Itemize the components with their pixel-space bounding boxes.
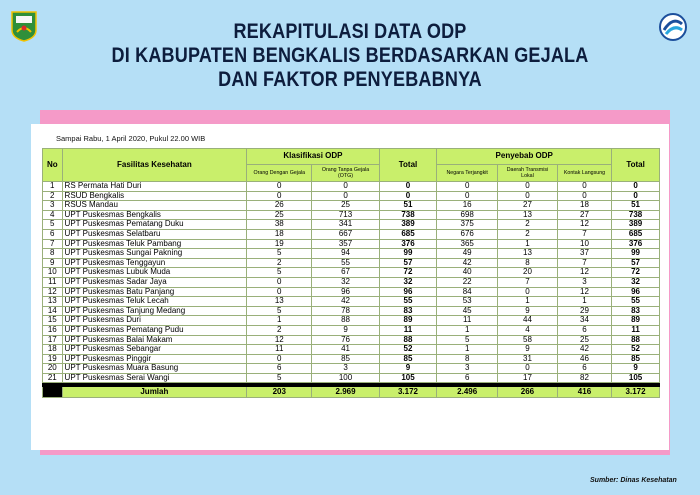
row-negara: 1 (437, 325, 498, 335)
row-total: 11 (379, 325, 437, 335)
table-row (43, 268, 660, 278)
row-otg: 41 (312, 345, 379, 355)
row-kontak: 1 (557, 297, 611, 307)
row-daerah: 0 (498, 364, 558, 374)
page-title (49, 20, 651, 92)
table-row (43, 249, 660, 259)
row-facility: RSUD Bengkalis (62, 191, 247, 201)
table-row (43, 191, 660, 201)
row-facility: UPT Puskesmas Sadar Jaya (62, 277, 247, 287)
row-total: 99 (379, 249, 437, 259)
row-negara: 49 (437, 249, 498, 259)
row-daerah: 8 (498, 258, 558, 268)
table-row (43, 325, 660, 335)
row-kontak: 12 (557, 268, 611, 278)
row-otg: 67 (312, 268, 379, 278)
row-no: 21 (43, 373, 63, 383)
row-daerah: 31 (498, 354, 558, 364)
row-otg: 3 (312, 364, 379, 374)
title-line-1: REKAPITULASI DATA ODP (233, 20, 467, 43)
row-otg: 94 (312, 249, 379, 259)
row-daerah: 0 (498, 182, 558, 192)
row-odg: 19 (247, 239, 312, 249)
row-daerah: 13 (498, 249, 558, 259)
row-kontak: 82 (557, 373, 611, 383)
row-otg: 96 (312, 287, 379, 297)
header-kontak-langsung: Kontak Langsung (557, 165, 611, 182)
row-total-2: 11 (612, 325, 660, 335)
row-total-2: 99 (612, 249, 660, 259)
row-otg: 357 (312, 239, 379, 249)
row-odg: 2 (247, 325, 312, 335)
header-no: No (43, 149, 63, 182)
row-otg: 667 (312, 229, 379, 239)
row-total: 738 (379, 210, 437, 220)
row-daerah: 9 (498, 306, 558, 316)
row-no: 17 (43, 335, 63, 345)
table-row (43, 345, 660, 355)
row-total: 389 (379, 220, 437, 230)
header-negara-terjangkit: Negara Terjangkit (437, 165, 498, 182)
title-line-3: DAN FAKTOR PENYEBABNYA (218, 68, 482, 91)
row-total: 376 (379, 239, 437, 249)
table-row (43, 373, 660, 383)
row-total: 52 (379, 345, 437, 355)
row-negara: 11 (437, 316, 498, 326)
row-total-2: 55 (612, 297, 660, 307)
row-odg: 0 (247, 277, 312, 287)
row-no: 2 (43, 191, 63, 201)
row-total-2: 52 (612, 345, 660, 355)
row-facility: UPT Puskesmas Sungai Pakning (62, 249, 247, 259)
table-row (43, 316, 660, 326)
row-kontak: 7 (557, 229, 611, 239)
row-daerah: 2 (498, 229, 558, 239)
row-negara: 8 (437, 354, 498, 364)
row-kontak: 12 (557, 287, 611, 297)
table-row (43, 287, 660, 297)
row-otg: 100 (312, 373, 379, 383)
row-kontak: 37 (557, 249, 611, 259)
row-odg: 0 (247, 191, 312, 201)
row-odg: 6 (247, 364, 312, 374)
row-facility: UPT Puskesmas Lubuk Muda (62, 268, 247, 278)
row-total-2: 89 (612, 316, 660, 326)
row-total-2: 96 (612, 287, 660, 297)
row-total-2: 51 (612, 201, 660, 211)
header-klasifikasi: Klasifikasi ODP (247, 149, 380, 165)
row-kontak: 25 (557, 335, 611, 345)
row-facility: UPT Puskesmas Pematang Duku (62, 220, 247, 230)
row-daerah: 1 (498, 297, 558, 307)
row-odg: 26 (247, 201, 312, 211)
kominfo-logo-icon (658, 12, 688, 42)
row-facility: UPT Puskesmas Tanjung Medang (62, 306, 247, 316)
table-row (43, 297, 660, 307)
row-negara: 84 (437, 287, 498, 297)
row-total-2: 88 (612, 335, 660, 345)
row-daerah: 4 (498, 325, 558, 335)
report-timestamp: Sampai Rabu, 1 April 2020, Pukul 22.00 WIB (56, 134, 206, 143)
table-body (43, 182, 660, 383)
row-facility: UPT Puskesmas Selatbaru (62, 229, 247, 239)
row-kontak: 34 (557, 316, 611, 326)
row-total-2: 9 (612, 364, 660, 374)
row-negara: 6 (437, 373, 498, 383)
table-row (43, 201, 660, 211)
row-daerah: 17 (498, 373, 558, 383)
row-total-2: 0 (612, 191, 660, 201)
row-total: 89 (379, 316, 437, 326)
totals-odg: 203 (247, 387, 312, 398)
row-no: 1 (43, 182, 63, 192)
row-facility: UPT Puskesmas Muara Basung (62, 364, 247, 374)
row-facility: UPT Puskesmas Tenggayun (62, 258, 247, 268)
row-no: 19 (43, 354, 63, 364)
row-kontak: 46 (557, 354, 611, 364)
row-total-2: 72 (612, 268, 660, 278)
row-negara: 1 (437, 345, 498, 355)
row-no: 4 (43, 210, 63, 220)
row-no: 9 (43, 258, 63, 268)
row-no: 3 (43, 201, 63, 211)
row-daerah: 7 (498, 277, 558, 287)
row-no: 5 (43, 220, 63, 230)
row-facility: RSUS Mandau (62, 201, 247, 211)
row-total: 685 (379, 229, 437, 239)
row-total: 51 (379, 201, 437, 211)
row-kontak: 3 (557, 277, 611, 287)
table-row (43, 182, 660, 192)
row-no: 15 (43, 316, 63, 326)
table-row (43, 335, 660, 345)
row-no: 13 (43, 297, 63, 307)
row-odg: 5 (247, 249, 312, 259)
row-otg: 42 (312, 297, 379, 307)
totals-total: 3.172 (379, 387, 437, 398)
table-row (43, 306, 660, 316)
row-kontak: 0 (557, 182, 611, 192)
row-facility: UPT Puskesmas Serai Wangi (62, 373, 247, 383)
row-total: 72 (379, 268, 437, 278)
row-total: 57 (379, 258, 437, 268)
row-no: 14 (43, 306, 63, 316)
odp-table (42, 148, 660, 398)
row-kontak: 0 (557, 191, 611, 201)
row-no: 7 (43, 239, 63, 249)
row-odg: 2 (247, 258, 312, 268)
row-odg: 0 (247, 354, 312, 364)
row-kontak: 7 (557, 258, 611, 268)
totals-negara: 2.496 (437, 387, 498, 398)
row-daerah: 9 (498, 345, 558, 355)
row-total: 0 (379, 182, 437, 192)
table-row (43, 364, 660, 374)
row-odg: 5 (247, 268, 312, 278)
row-kontak: 6 (557, 364, 611, 374)
row-kontak: 6 (557, 325, 611, 335)
source-note: Sumber: Dinas Kesehatan (590, 477, 677, 484)
row-negara: 42 (437, 258, 498, 268)
row-total: 88 (379, 335, 437, 345)
row-otg: 713 (312, 210, 379, 220)
header-total-2: Total (612, 149, 660, 182)
row-total: 55 (379, 297, 437, 307)
header-orang-tanpa-gejala: Orang Tanpa Gejala (OTG) (312, 165, 379, 182)
header-facility: Fasilitas Kesehatan (62, 149, 247, 182)
row-odg: 5 (247, 373, 312, 383)
row-daerah: 13 (498, 210, 558, 220)
row-odg: 12 (247, 335, 312, 345)
row-kontak: 42 (557, 345, 611, 355)
row-negara: 45 (437, 306, 498, 316)
row-facility: UPT Puskesmas Batu Panjang (62, 287, 247, 297)
row-total-2: 389 (612, 220, 660, 230)
row-no: 10 (43, 268, 63, 278)
table-row (43, 354, 660, 364)
table-row (43, 210, 660, 220)
row-odg: 18 (247, 229, 312, 239)
row-negara: 0 (437, 182, 498, 192)
row-kontak: 29 (557, 306, 611, 316)
row-facility: UPT Puskesmas Pinggir (62, 354, 247, 364)
row-facility: UPT Puskesmas Bengkalis (62, 210, 247, 220)
row-daerah: 44 (498, 316, 558, 326)
header-total: Total (379, 149, 437, 182)
header-daerah-transmisi: Daerah Transmisi Lokal (498, 165, 558, 182)
row-facility: UPT Puskesmas Sebangar (62, 345, 247, 355)
row-total: 105 (379, 373, 437, 383)
row-no: 18 (43, 345, 63, 355)
row-total: 32 (379, 277, 437, 287)
row-otg: 32 (312, 277, 379, 287)
row-negara: 365 (437, 239, 498, 249)
row-odg: 0 (247, 182, 312, 192)
row-odg: 11 (247, 345, 312, 355)
row-negara: 698 (437, 210, 498, 220)
row-no: 8 (43, 249, 63, 259)
row-kontak: 10 (557, 239, 611, 249)
row-otg: 76 (312, 335, 379, 345)
row-total: 0 (379, 191, 437, 201)
row-daerah: 1 (498, 239, 558, 249)
row-no: 16 (43, 325, 63, 335)
row-facility: UPT Puskesmas Duri (62, 316, 247, 326)
totals-daerah: 266 (498, 387, 558, 398)
row-daerah: 58 (498, 335, 558, 345)
regency-emblem-icon (10, 10, 38, 42)
totals-total-2: 3.172 (612, 387, 660, 398)
row-negara: 53 (437, 297, 498, 307)
row-negara: 16 (437, 201, 498, 211)
row-total-2: 738 (612, 210, 660, 220)
row-facility: RS Permata Hati Duri (62, 182, 247, 192)
row-total: 83 (379, 306, 437, 316)
row-facility: UPT Puskesmas Teluk Lecah (62, 297, 247, 307)
row-negara: 375 (437, 220, 498, 230)
row-daerah: 0 (498, 287, 558, 297)
row-no: 11 (43, 277, 63, 287)
row-facility: UPT Puskesmas Balai Makam (62, 335, 247, 345)
row-no: 6 (43, 229, 63, 239)
row-negara: 676 (437, 229, 498, 239)
row-odg: 1 (247, 316, 312, 326)
row-facility: UPT Puskesmas Pematang Pudu (62, 325, 247, 335)
row-facility: UPT Puskesmas Teluk Pambang (62, 239, 247, 249)
row-total-2: 32 (612, 277, 660, 287)
row-otg: 341 (312, 220, 379, 230)
row-kontak: 12 (557, 220, 611, 230)
header-orang-gejala: Orang Dengan Gejala (247, 165, 312, 182)
row-kontak: 18 (557, 201, 611, 211)
row-negara: 0 (437, 191, 498, 201)
row-total-2: 685 (612, 229, 660, 239)
row-negara: 3 (437, 364, 498, 374)
table-row (43, 277, 660, 287)
totals-kontak: 416 (557, 387, 611, 398)
table-row (43, 229, 660, 239)
row-otg: 55 (312, 258, 379, 268)
title-line-2: DI KABUPATEN BENGKALIS BERDASARKAN GEJALA (111, 44, 589, 67)
row-negara: 40 (437, 268, 498, 278)
row-no: 12 (43, 287, 63, 297)
row-daerah: 20 (498, 268, 558, 278)
row-total-2: 83 (612, 306, 660, 316)
row-negara: 22 (437, 277, 498, 287)
row-daerah: 0 (498, 191, 558, 201)
row-daerah: 2 (498, 220, 558, 230)
table-row (43, 258, 660, 268)
row-total-2: 0 (612, 182, 660, 192)
row-total-2: 57 (612, 258, 660, 268)
row-total: 96 (379, 287, 437, 297)
row-no: 20 (43, 364, 63, 374)
row-total: 85 (379, 354, 437, 364)
row-otg: 78 (312, 306, 379, 316)
table-row (43, 220, 660, 230)
row-odg: 13 (247, 297, 312, 307)
table-row (43, 239, 660, 249)
row-otg: 85 (312, 354, 379, 364)
row-otg: 0 (312, 182, 379, 192)
totals-marker (43, 387, 63, 398)
row-negara: 5 (437, 335, 498, 345)
row-kontak: 27 (557, 210, 611, 220)
row-otg: 9 (312, 325, 379, 335)
row-otg: 25 (312, 201, 379, 211)
row-odg: 25 (247, 210, 312, 220)
row-otg: 88 (312, 316, 379, 326)
totals-label: Jumlah (62, 387, 247, 398)
row-total-2: 105 (612, 373, 660, 383)
totals-otg: 2.969 (312, 387, 379, 398)
header-penyebab: Penyebab ODP (437, 149, 612, 165)
row-total-2: 376 (612, 239, 660, 249)
row-total: 9 (379, 364, 437, 374)
row-daerah: 27 (498, 201, 558, 211)
row-total-2: 85 (612, 354, 660, 364)
row-odg: 0 (247, 287, 312, 297)
row-otg: 0 (312, 191, 379, 201)
row-odg: 38 (247, 220, 312, 230)
row-odg: 5 (247, 306, 312, 316)
totals-row (43, 387, 660, 398)
